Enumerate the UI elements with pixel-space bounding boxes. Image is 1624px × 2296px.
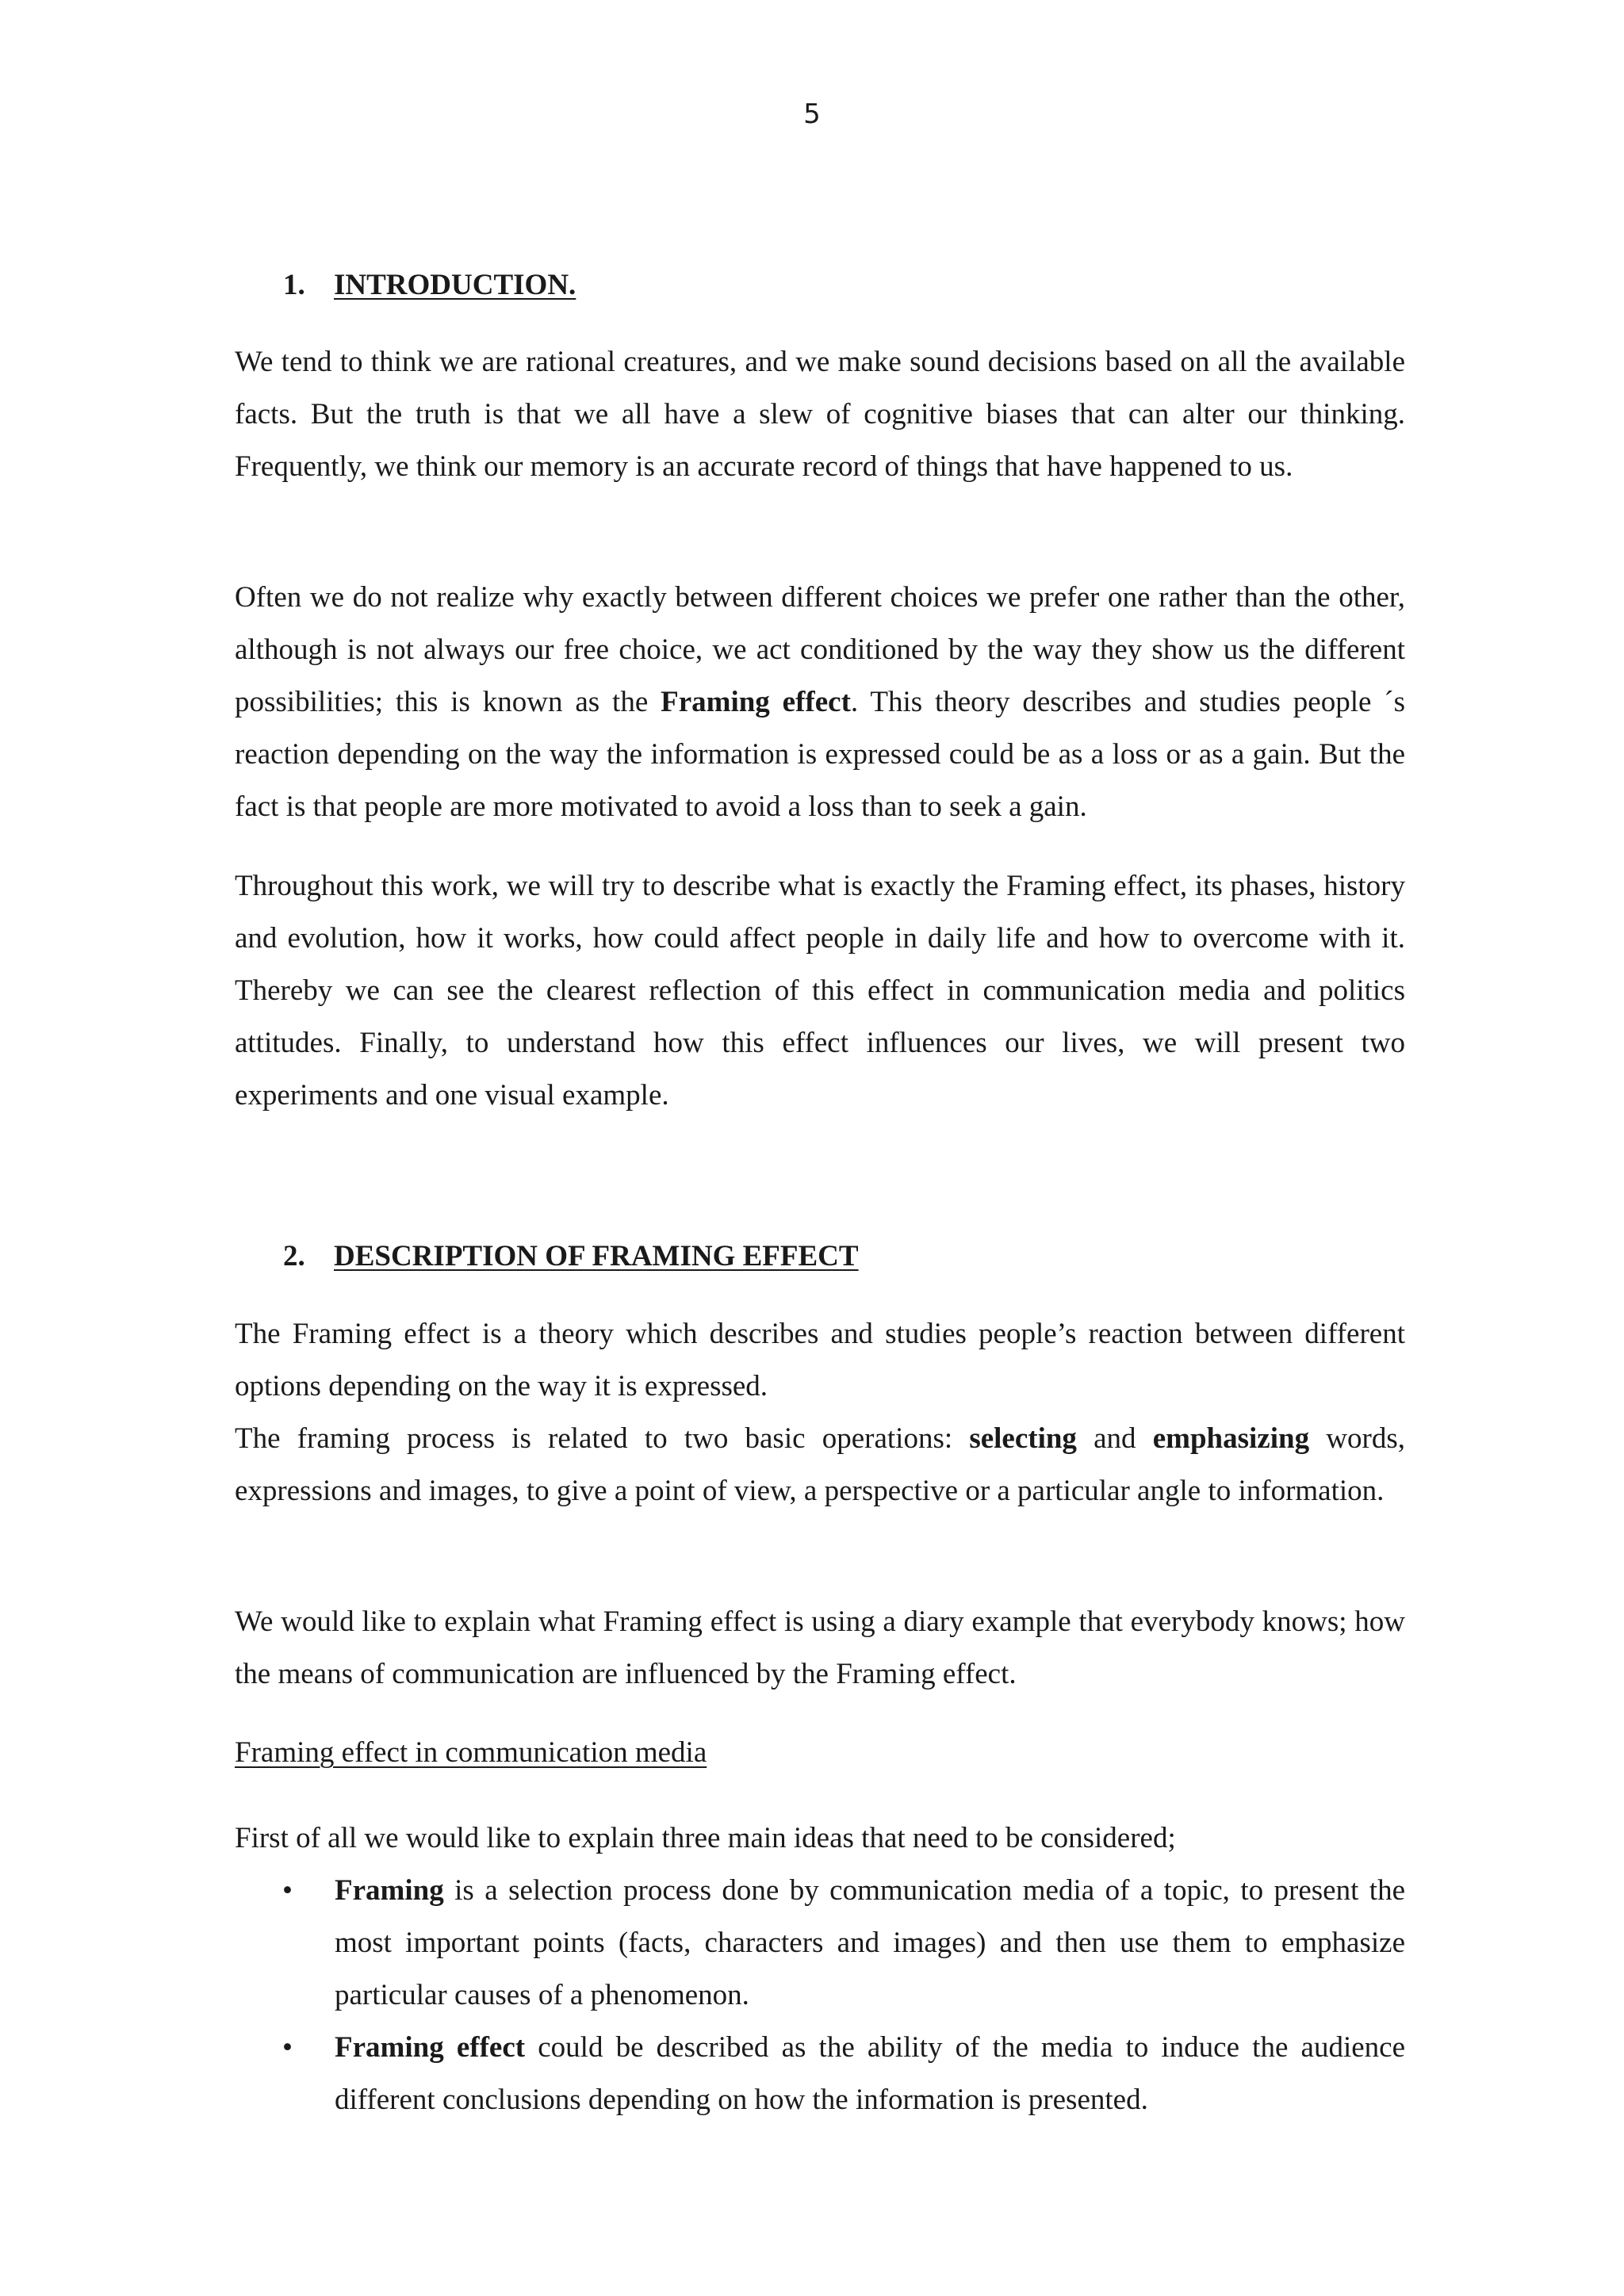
intro-paragraph-2-text-a: Often we do not realize why exactly between different choices we prefer one rather than the other, although is not always our free choice, we act conditioned by the way they show us the different possibilities; this is known as the [235,581,1405,718]
description-paragraph-1-line-b [235,1413,1405,1517]
bullet-term: Framing [335,1874,444,1907]
list-item [235,1865,1405,2022]
description-paragraph-3-block [235,1812,1405,1865]
description-paragraph-1-block [235,1308,1405,1517]
intro-paragraph-1: We tend to think we are rational creatures, and we make sound decisions based on all the available facts. But the truth is that we all have a slew of cognitive biases that can alter our thinking. Frequently, we think our memory is an accurate record of things that have happened to us. [235,346,1405,483]
subheading-communication-media: Framing effect in communication media [235,1736,707,1769]
framing-process-text-c: words, expressions and images, to give a point of view, a perspective or a particular angle to information. [235,1422,1405,1507]
section-2-number: 2. [283,1240,305,1272]
framing-process-text-a: The framing process is related to two basic operations: [235,1422,970,1455]
bullet-term: Framing effect [335,2031,526,2064]
emphasizing-term: emphasizing [1152,1422,1310,1455]
intro-paragraph-2 [235,572,1405,833]
section-2-heading [283,1238,859,1276]
intro-paragraph-3-block [235,860,1405,1122]
description-paragraph-1-line-a: The Framing effect is a theory which describes and studies people’s reaction between different options depending on the way it is expressed. [235,1318,1405,1402]
bullet-list [235,1865,1405,2126]
section-2-title: DESCRIPTION OF FRAMING EFFECT [334,1240,859,1272]
section-1-title: INTRODUCTION. [334,269,576,301]
intro-paragraph-3: Throughout this work, we will try to describe what is exactly the Framing effect, its phases, history and evolution, how it works, how could affect people in daily life and how to overcome with it. Thereby we can see the clearest reflection of this effect in communication media and politics attitudes. Finally, to understand how this effect influences our lives, we will present two experiments and one visual example. [235,870,1405,1112]
description-paragraph-3: First of all we would like to explain three main ideas that need to be considered; [235,1822,1176,1854]
framing-process-text-b: and [1076,1422,1153,1455]
selecting-term: selecting [969,1422,1077,1455]
bullet-text: could be described as the ability of the media to induce the audience different conclusions depending on how the information is presented. [335,2031,1405,2116]
section-1-heading [283,266,576,304]
intro-paragraph-2-block [235,572,1405,833]
list-item [235,2022,1405,2126]
intro-paragraph-1-block [235,336,1405,493]
bullet-icon: • [282,2031,293,2064]
bullet-icon: • [282,1874,293,1907]
intro-paragraph-2-text-b: . This theory describes and studies people ´s reaction depending on the way the information is expressed could be as a loss or as a gain. But the fact is that people are more motivated to avoid a loss than to seek a gain. [235,686,1405,823]
description-paragraph-2-block [235,1596,1405,1701]
page-number: 5 [803,98,821,130]
bullet-text: is a selection process done by communication media of a topic, to present the most important points (facts, characters and images) and then use them to emphasize particular causes of a phenomenon. [335,1874,1405,2011]
description-paragraph-2: We would like to explain what Framing effect is using a diary example that everybody knows; how the means of communication are influenced by the Framing effect. [235,1605,1405,1690]
framing-effect-term: Framing effect [661,686,851,718]
section-1-number: 1. [283,269,305,301]
